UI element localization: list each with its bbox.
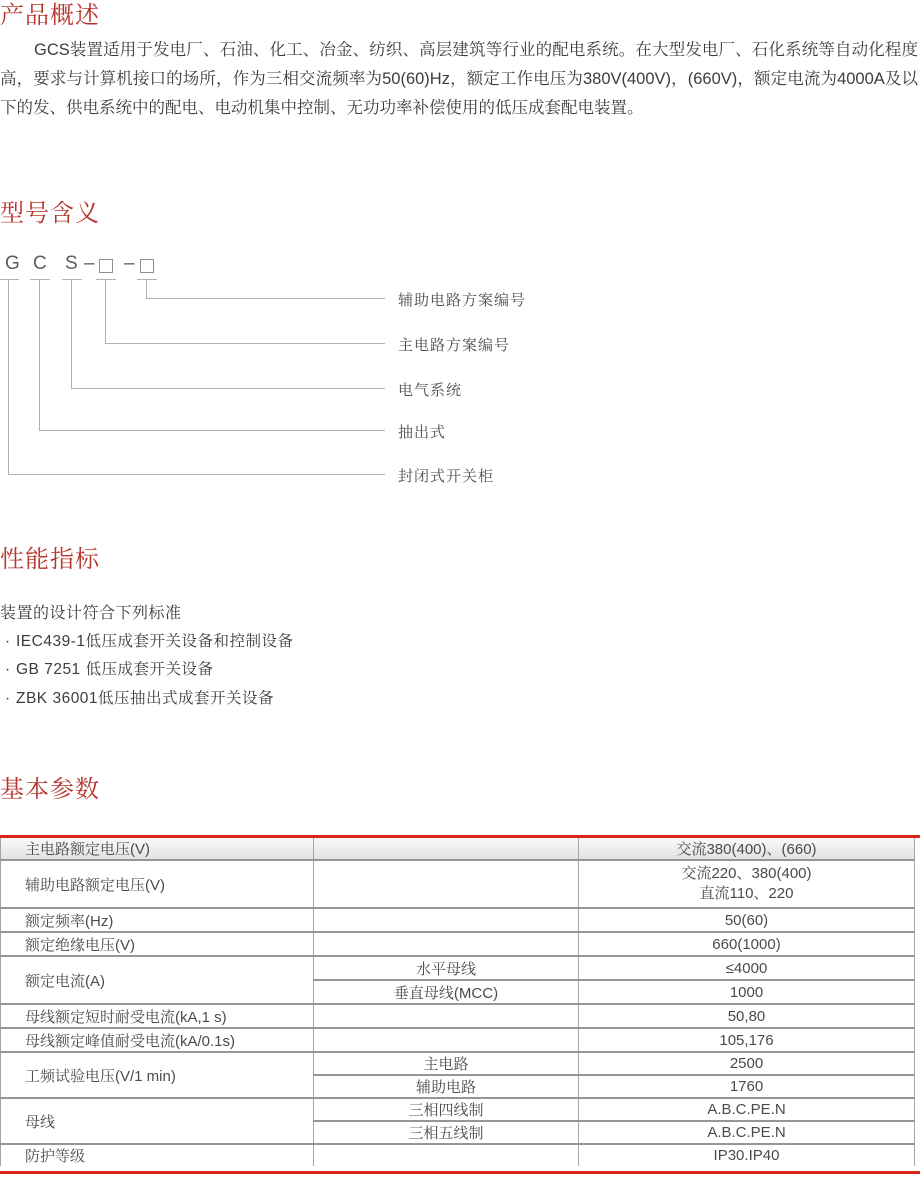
- spec-value-cell: 1760: [579, 1075, 915, 1098]
- connector-line: [146, 279, 147, 298]
- model-letter-s: S: [65, 253, 78, 274]
- spec-value-cell: 2500: [579, 1052, 915, 1075]
- spec-value-cell: 50,80: [579, 1004, 915, 1028]
- connector-line: [105, 343, 385, 344]
- standard-item: [5, 629, 293, 651]
- spec-sub-cell: 三相四线制: [314, 1098, 579, 1121]
- model-label-enclosed-switchgear: 封闭式开关柜: [398, 468, 495, 485]
- model-label-electrical-system: 电气系统: [398, 382, 463, 399]
- table-row: [1, 838, 915, 860]
- spec-label-cell: 防护等级: [1, 1144, 314, 1166]
- spec-subcell-empty: [314, 1144, 579, 1166]
- standard-item: [5, 657, 214, 679]
- spec-sub-cell: 辅助电路: [314, 1075, 579, 1098]
- connector-line: [8, 279, 9, 474]
- standard-item-text: IEC439-1低压成套开关设备和控制设备: [16, 633, 294, 650]
- spec-value-line: 交流220、380(400): [681, 865, 812, 882]
- spec-sub-cell: 主电路: [314, 1052, 579, 1075]
- tick-line: [30, 279, 50, 280]
- connector-line: [105, 279, 106, 343]
- spec-subcell-empty: [314, 1004, 579, 1028]
- connector-line: [71, 388, 385, 389]
- spec-value-cell: 660(1000): [579, 932, 915, 956]
- table-row: [1, 908, 915, 932]
- model-label-main-scheme: 主电路方案编号: [398, 337, 511, 354]
- basic-params-table: [0, 838, 915, 1166]
- spec-label-cell: 母线额定短时耐受电流(kA,1 s): [1, 1004, 314, 1028]
- spec-label-cell: 工频试验电压(V/1 min): [1, 1052, 314, 1098]
- spec-subcell-empty: [314, 908, 579, 932]
- spec-value-cell: A.B.C.PE.N: [579, 1098, 915, 1121]
- spec-subcell-empty: [314, 860, 579, 908]
- spec-value-cell: 1000: [579, 980, 915, 1004]
- model-placeholder-box-main: [99, 259, 113, 273]
- tick-line: [62, 279, 82, 280]
- model-code-diagram: [0, 246, 920, 491]
- tick-line: [137, 279, 157, 280]
- standard-item-text: GB 7251 低压成套开关设备: [16, 661, 214, 678]
- model-label-aux-scheme: 辅助电路方案编号: [398, 292, 527, 309]
- spec-sub-cell: 水平母线: [314, 956, 579, 980]
- bullet-dot: ·: [5, 661, 11, 678]
- spec-label-cell: 母线额定峰值耐受电流(kA/0.1s): [1, 1028, 314, 1052]
- connector-line: [146, 298, 385, 299]
- spec-sub-cell: 垂直母线(MCC): [314, 980, 579, 1004]
- model-letter-c: C: [33, 253, 47, 274]
- spec-value-cell: IP30.IP40: [579, 1144, 915, 1166]
- spec-value-cell: 交流380(400)、(660): [579, 838, 915, 860]
- spec-value-cell: [579, 860, 915, 908]
- connector-line: [8, 474, 385, 475]
- spec-subcell-empty: [314, 838, 579, 860]
- spec-value-line: 直流110、220: [699, 885, 794, 902]
- spec-label-cell: 额定频率(Hz): [1, 908, 314, 932]
- spec-sub-cell: 三相五线制: [314, 1121, 579, 1144]
- standard-item-text: ZBK 36001低压抽出式成套开关设备: [16, 690, 275, 707]
- standards-intro: 装置的设计符合下列标准: [0, 605, 182, 622]
- spec-label-cell: 额定电流(A): [1, 956, 314, 1004]
- spec-value-cell: 105,176: [579, 1028, 915, 1052]
- table-row: [1, 860, 915, 908]
- table-row: [1, 1144, 915, 1166]
- section-heading-performance: 性能指标: [0, 546, 100, 573]
- table-row: [1, 1098, 915, 1121]
- overview-paragraph: GCS装置适用于发电厂、石油、化工、冶金、纺织、高层建筑等行业的配电系统。在大型发电厂、石化系统等自动化程度高，要求与计算机接口的场所，作为三相交流频率为50(60)Hz，额定工作电压为380V(400V)，(660V)，额定电流为4000A及以下的发、供电系统中的配电、电动机集中控制、无功功率补偿使用的低压成套配电装置。: [0, 41, 918, 117]
- bullet-dot: ·: [5, 690, 11, 707]
- model-label-drawout-type: 抽出式: [398, 424, 447, 441]
- standard-item: [5, 686, 274, 708]
- model-dash: –: [124, 253, 135, 274]
- connector-line: [39, 279, 40, 430]
- spec-value-cell: A.B.C.PE.N: [579, 1121, 915, 1144]
- table-row: [1, 1004, 915, 1028]
- connector-line: [71, 279, 72, 388]
- tick-line: [0, 279, 19, 280]
- connector-line: [39, 430, 385, 431]
- spec-subcell-empty: [314, 1028, 579, 1052]
- spec-value-cell: ≤4000: [579, 956, 915, 980]
- section-heading-params: 基本参数: [0, 776, 100, 803]
- tick-line: [96, 279, 116, 280]
- bullet-dot: ·: [5, 633, 11, 650]
- spec-subcell-empty: [314, 932, 579, 956]
- table-row: [1, 1052, 915, 1075]
- spec-value-cell: 50(60): [579, 908, 915, 932]
- table-row: [1, 932, 915, 956]
- section-heading-overview: 产品概述: [0, 2, 100, 29]
- section-heading-model: 型号含义: [0, 200, 100, 227]
- table-bottom-rule: [0, 1171, 920, 1174]
- spec-label-cell: 额定绝缘电压(V): [1, 932, 314, 956]
- spec-label-cell: 主电路额定电压(V): [1, 838, 314, 860]
- model-dash: –: [84, 253, 95, 274]
- model-placeholder-box-aux: [140, 259, 154, 273]
- table-row: [1, 956, 915, 980]
- model-letter-g: G: [5, 253, 20, 274]
- spec-label-cell: 辅助电路额定电压(V): [1, 860, 314, 908]
- table-row: [1, 1028, 915, 1052]
- spec-label-cell: 母线: [1, 1098, 314, 1144]
